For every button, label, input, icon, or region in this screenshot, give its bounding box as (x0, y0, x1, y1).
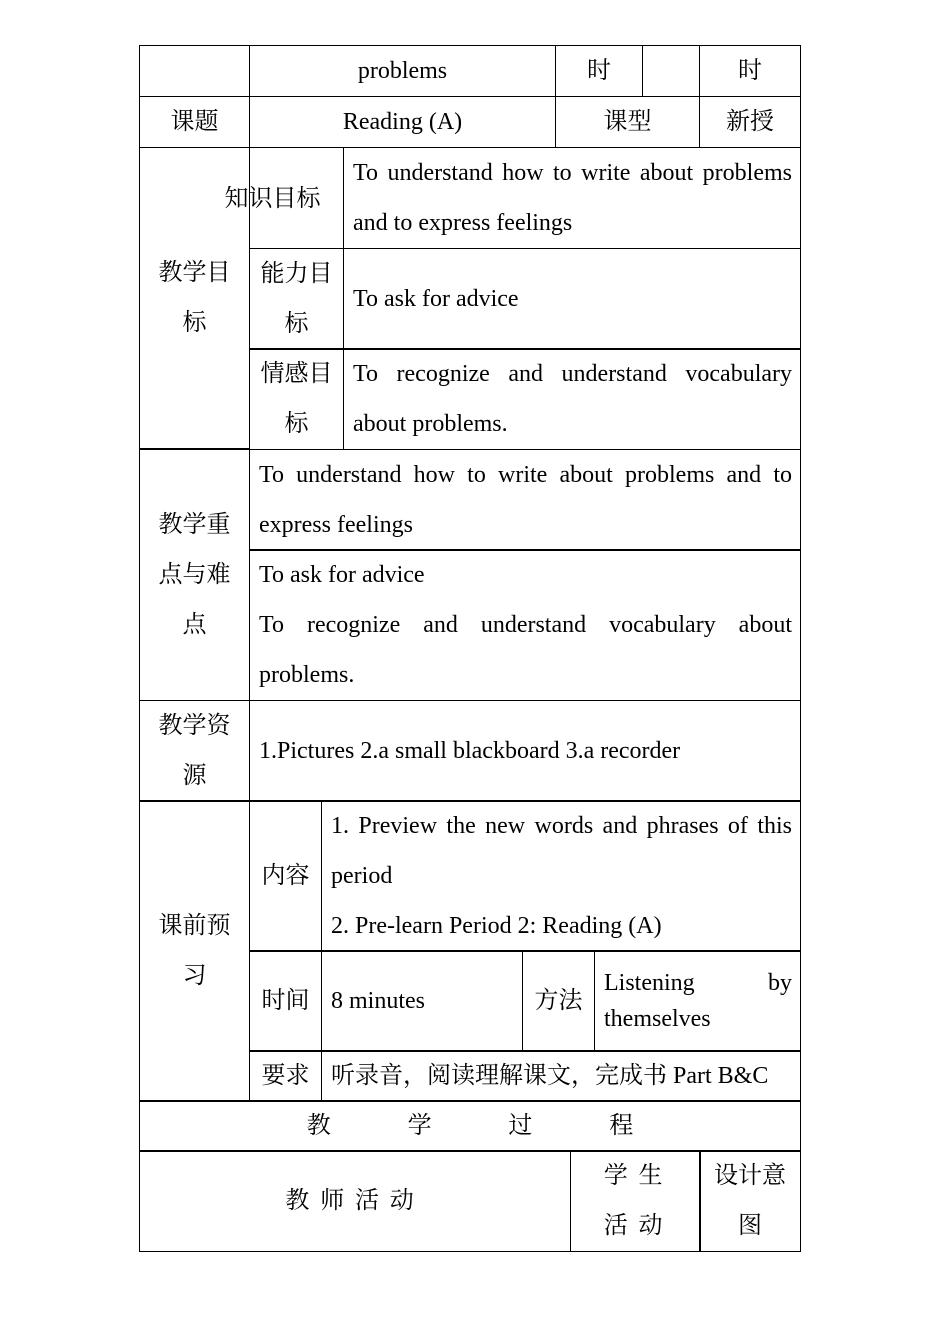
ability-text-cell (343, 248, 801, 350)
key-points-label: 教学重点与难点 (158, 512, 231, 638)
design-intent-header-cell (699, 1150, 801, 1252)
topic-label: 课题 (170, 109, 219, 135)
header-blank-cell (139, 45, 250, 97)
ability-label-cell (249, 248, 344, 350)
ability-label: 能力目标 (260, 261, 333, 337)
preview-time-label-cell (249, 950, 322, 1052)
preview-content-wrapper (322, 801, 800, 951)
focus-text-cell (249, 449, 801, 551)
preview-content-label-cell (249, 800, 322, 952)
student-activity-header: 学生活动 (603, 1163, 674, 1239)
time-label-right-cell (699, 45, 801, 97)
lesson-type-label-cell (555, 96, 700, 148)
preview-time-value: 8 minutes (331, 988, 425, 1014)
preview-content-cell (321, 800, 801, 952)
preview-method-label: 方法 (534, 988, 583, 1014)
preview-method-label-cell (522, 950, 595, 1052)
topic-value-cell (249, 96, 556, 148)
topic-value: Reading (A) (342, 109, 463, 135)
topic-tail-cell (249, 45, 556, 97)
topic-label-cell (139, 96, 250, 148)
resources-label-cell (139, 700, 250, 802)
ability-text: To ask for advice (353, 286, 519, 312)
time-label-right: 时 (738, 58, 762, 84)
emotion-text: To recognize and understand vocabulary about problems. (353, 361, 792, 437)
design-intent-header: 设计意图 (714, 1163, 786, 1239)
preview-content-line-1: 1. Preview the new words and phrases of this period (331, 813, 792, 889)
time-value-cell (642, 45, 700, 97)
process-title: 教学过程 (306, 1113, 710, 1139)
preview-requirement-label: 要求 (261, 1063, 310, 1089)
lesson-type-label: 课型 (603, 109, 652, 135)
lesson-plan-table (140, 46, 801, 1253)
knowledge-label-cell (224, 147, 344, 249)
time-label-left-cell (555, 45, 643, 97)
process-title-cell (139, 1100, 801, 1152)
lesson-type-value-cell (699, 96, 801, 148)
topic-tail-text: problems (357, 58, 448, 84)
preview-method-value-cell (594, 950, 801, 1052)
difficulty-text-cell (249, 549, 801, 701)
student-activity-header-cell (570, 1150, 701, 1252)
teacher-activity-header-cell (139, 1150, 571, 1252)
difficulty-line-1: To ask for advice (259, 562, 425, 588)
preview-label: 课前预习 (158, 913, 231, 989)
preview-content-line-2: 2. Pre-learn Period 2: Reading (A) (331, 913, 662, 939)
preview-content-label: 内容 (261, 863, 310, 889)
difficulty-line-2: To recognize and understand vocabulary about problems. (259, 612, 792, 688)
emotion-text-cell (343, 348, 801, 450)
preview-requirement-value: 听录音，阅读理解课文，完成书 Part B&C (331, 1063, 769, 1089)
time-label-left: 时 (587, 58, 611, 84)
preview-time-value-cell (321, 950, 523, 1052)
preview-requirement-label-cell (249, 1050, 322, 1102)
lesson-type-value: 新授 (726, 109, 774, 135)
emotion-label: 情感目标 (260, 361, 333, 437)
resources-text: 1.Pictures 2.a small blackboard 3.a recorder (259, 738, 681, 764)
difficulty-wrapper (250, 550, 800, 700)
knowledge-text-cell (343, 147, 801, 249)
knowledge-label: 知识目标 (224, 186, 321, 212)
emotion-label-cell (249, 348, 344, 450)
preview-time-label: 时间 (261, 988, 310, 1014)
focus-text: To understand how to write about problems and to express feelings (259, 462, 792, 538)
preview-method-value: Listening by themselves (604, 970, 792, 1032)
objectives-label: 教学目标 (158, 260, 231, 336)
knowledge-text: To understand how to write about problems and to express feelings (353, 160, 792, 236)
resources-text-cell (249, 700, 801, 802)
key-points-label-cell (139, 449, 250, 701)
preview-label-cell (139, 800, 250, 1102)
resources-label: 教学资源 (158, 713, 231, 789)
preview-requirement-value-cell (321, 1050, 801, 1102)
teacher-activity-header: 教师活动 (285, 1188, 425, 1214)
